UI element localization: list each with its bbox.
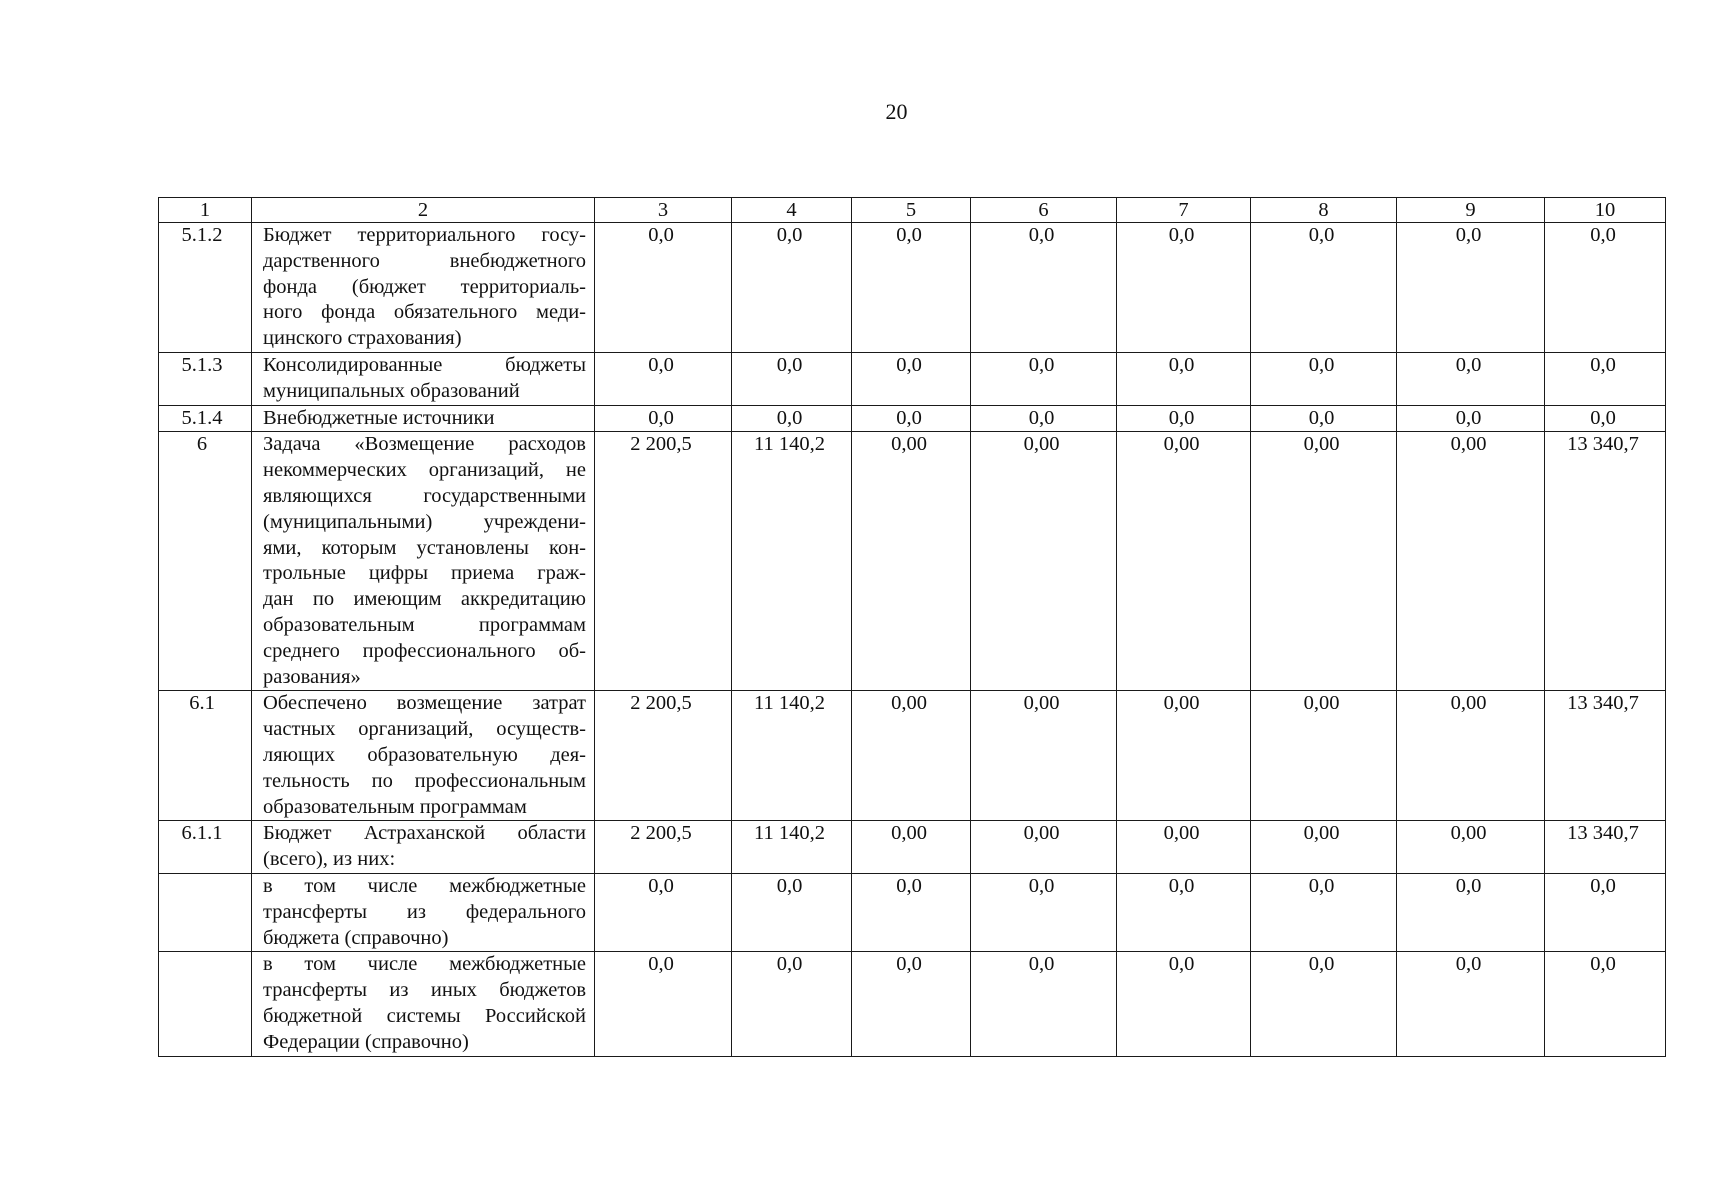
row-code-cell: 6.1.1 bbox=[159, 821, 252, 874]
row-description-cell bbox=[252, 405, 595, 432]
description-line: фонда (бюджет территориаль- bbox=[263, 275, 586, 298]
row-code-cell: 6.1 bbox=[159, 691, 252, 821]
value-cell: 0,0 bbox=[595, 223, 732, 353]
value-cell: 13 340,7 bbox=[1545, 432, 1666, 691]
value-cell: 0,00 bbox=[852, 821, 971, 874]
value-cell: 0,0 bbox=[595, 405, 732, 432]
header-cell: 3 bbox=[595, 198, 732, 223]
description-line: дан по имеющим аккредитацию bbox=[263, 588, 586, 611]
row-description-cell bbox=[252, 952, 595, 1056]
value-cell: 0,0 bbox=[1397, 223, 1545, 353]
row-description-cell bbox=[252, 821, 595, 874]
description-line: Бюджет территориального госу- bbox=[263, 224, 586, 246]
description-line: тельность по профессиональным bbox=[263, 769, 586, 792]
value-cell: 0,0 bbox=[852, 873, 971, 951]
header-cell: 7 bbox=[1117, 198, 1251, 223]
table-row bbox=[159, 432, 1666, 691]
value-cell: 0,0 bbox=[732, 873, 852, 951]
table-row bbox=[159, 952, 1666, 1056]
header-cell: 5 bbox=[852, 198, 971, 223]
value-cell: 0,00 bbox=[1251, 432, 1397, 691]
description-line: трансферты из иных бюджетов bbox=[263, 979, 586, 1002]
description-line: Консолидированные бюджеты bbox=[263, 353, 586, 376]
table-row bbox=[159, 691, 1666, 821]
description-line: в том числе межбюджетные bbox=[263, 953, 586, 976]
value-cell: 0,00 bbox=[852, 691, 971, 821]
table-row bbox=[159, 223, 1666, 353]
value-cell: 0,0 bbox=[1397, 952, 1545, 1056]
value-cell: 0,0 bbox=[1251, 223, 1397, 353]
description-line: цинского страхования) bbox=[263, 327, 462, 350]
value-cell: 0,00 bbox=[971, 821, 1117, 874]
value-cell: 13 340,7 bbox=[1545, 821, 1666, 874]
value-cell: 0,0 bbox=[1117, 405, 1251, 432]
value-cell: 0,0 bbox=[971, 352, 1117, 405]
value-cell: 0,0 bbox=[1397, 352, 1545, 405]
value-cell: 0,0 bbox=[1251, 873, 1397, 951]
row-description-cell bbox=[252, 691, 595, 821]
value-cell: 0,00 bbox=[1117, 432, 1251, 691]
value-cell: 0,0 bbox=[732, 405, 852, 432]
value-cell: 0,00 bbox=[1117, 821, 1251, 874]
description-line: в том числе межбюджетные bbox=[263, 874, 586, 897]
description-line: Обеспечено возмещение затрат bbox=[263, 692, 586, 715]
value-cell: 0,0 bbox=[971, 223, 1117, 353]
value-cell: 0,0 bbox=[1117, 352, 1251, 405]
value-cell: 11 140,2 bbox=[732, 691, 852, 821]
value-cell: 2 200,5 bbox=[595, 821, 732, 874]
description-line: трольные цифры приема граж- bbox=[263, 562, 586, 585]
value-cell: 0,00 bbox=[1251, 821, 1397, 874]
value-cell: 0,0 bbox=[1117, 873, 1251, 951]
value-cell: 0,00 bbox=[971, 432, 1117, 691]
page-number: 20 bbox=[885, 99, 908, 124]
description-line: частных организаций, осуществ- bbox=[263, 718, 586, 741]
value-cell: 11 140,2 bbox=[732, 821, 852, 874]
description-line: образовательным программам bbox=[263, 613, 586, 636]
value-cell: 0,0 bbox=[1397, 405, 1545, 432]
value-cell: 0,00 bbox=[1397, 691, 1545, 821]
description-line: Задача «Возмещение расходов bbox=[263, 433, 586, 456]
row-description-cell bbox=[252, 873, 595, 951]
value-cell: 13 340,7 bbox=[1545, 691, 1666, 821]
value-cell: 0,00 bbox=[971, 691, 1117, 821]
description-line: некоммерческих организаций, не bbox=[263, 459, 586, 482]
header-cell: 8 bbox=[1251, 198, 1397, 223]
description-line: дарственного внебюджетного bbox=[263, 249, 586, 272]
budget-table bbox=[158, 197, 1666, 1057]
value-cell: 0,0 bbox=[852, 352, 971, 405]
description-line: ляющих образовательную дея- bbox=[263, 743, 586, 766]
value-cell: 0,0 bbox=[852, 952, 971, 1056]
row-code-cell bbox=[159, 873, 252, 951]
row-description-cell bbox=[252, 432, 595, 691]
value-cell: 0,0 bbox=[1251, 405, 1397, 432]
value-cell: 0,0 bbox=[971, 405, 1117, 432]
value-cell: 0,0 bbox=[1397, 873, 1545, 951]
row-code-cell: 5.1.2 bbox=[159, 223, 252, 353]
value-cell: 0,0 bbox=[732, 952, 852, 1056]
row-code-cell: 5.1.4 bbox=[159, 405, 252, 432]
header-cell: 10 bbox=[1545, 198, 1666, 223]
description-line: (всего), из них: bbox=[263, 848, 396, 871]
value-cell: 0,0 bbox=[595, 952, 732, 1056]
table-row bbox=[159, 873, 1666, 951]
table-row bbox=[159, 352, 1666, 405]
description-line: образовательным программам bbox=[263, 795, 527, 818]
value-cell: 0,0 bbox=[852, 405, 971, 432]
value-cell: 0,0 bbox=[1117, 223, 1251, 353]
header-cell: 2 bbox=[252, 198, 595, 223]
value-cell: 0,0 bbox=[732, 352, 852, 405]
value-cell: 0,0 bbox=[1545, 405, 1666, 432]
value-cell: 0,0 bbox=[1251, 952, 1397, 1056]
description-line: Бюджет Астраханской области bbox=[263, 822, 586, 845]
value-cell: 0,00 bbox=[1397, 432, 1545, 691]
value-cell: 0,00 bbox=[852, 432, 971, 691]
row-code-cell: 6 bbox=[159, 432, 252, 691]
description-line: муниципальных образований bbox=[263, 379, 520, 402]
table-row bbox=[159, 405, 1666, 432]
description-line: ями, которым установлены кон- bbox=[263, 536, 586, 559]
value-cell: 0,0 bbox=[1545, 873, 1666, 951]
description-line: ного фонда обязательного меди- bbox=[263, 301, 586, 324]
description-line: бюджетной системы Российской bbox=[263, 1004, 586, 1027]
value-cell: 0,0 bbox=[1117, 952, 1251, 1056]
value-cell: 0,00 bbox=[1251, 691, 1397, 821]
value-cell: 0,0 bbox=[971, 873, 1117, 951]
value-cell: 0,0 bbox=[595, 873, 732, 951]
value-cell: 0,0 bbox=[1545, 223, 1666, 353]
table-body bbox=[159, 198, 1666, 1057]
description-line: (муниципальными) учреждени- bbox=[263, 510, 586, 533]
table-header-row bbox=[159, 198, 1666, 223]
table-row bbox=[159, 821, 1666, 874]
header-cell: 9 bbox=[1397, 198, 1545, 223]
value-cell: 0,00 bbox=[1397, 821, 1545, 874]
value-cell: 0,0 bbox=[1545, 952, 1666, 1056]
header-cell: 1 bbox=[159, 198, 252, 223]
description-line: Федерации (справочно) bbox=[263, 1030, 469, 1053]
row-code-cell bbox=[159, 952, 252, 1056]
row-code-cell: 5.1.3 bbox=[159, 352, 252, 405]
value-cell: 0,0 bbox=[1545, 352, 1666, 405]
row-description-cell bbox=[252, 223, 595, 353]
value-cell: 0,0 bbox=[852, 223, 971, 353]
description-line: трансферты из федерального bbox=[263, 900, 586, 923]
description-line: разования» bbox=[263, 665, 361, 688]
description-line: являющихся государственными bbox=[263, 484, 586, 507]
row-description-cell bbox=[252, 352, 595, 405]
value-cell: 2 200,5 bbox=[595, 691, 732, 821]
value-cell: 0,0 bbox=[1251, 352, 1397, 405]
value-cell: 0,00 bbox=[1117, 691, 1251, 821]
value-cell: 0,0 bbox=[971, 952, 1117, 1056]
header-cell: 6 bbox=[971, 198, 1117, 223]
value-cell: 2 200,5 bbox=[595, 432, 732, 691]
value-cell: 0,0 bbox=[595, 352, 732, 405]
description-line: бюджета (справочно) bbox=[263, 926, 449, 949]
description-line: Внебюджетные источники bbox=[263, 406, 495, 429]
value-cell: 0,0 bbox=[732, 223, 852, 353]
value-cell: 11 140,2 bbox=[732, 432, 852, 691]
description-line: среднего профессионального об- bbox=[263, 639, 586, 662]
header-cell: 4 bbox=[732, 198, 852, 223]
